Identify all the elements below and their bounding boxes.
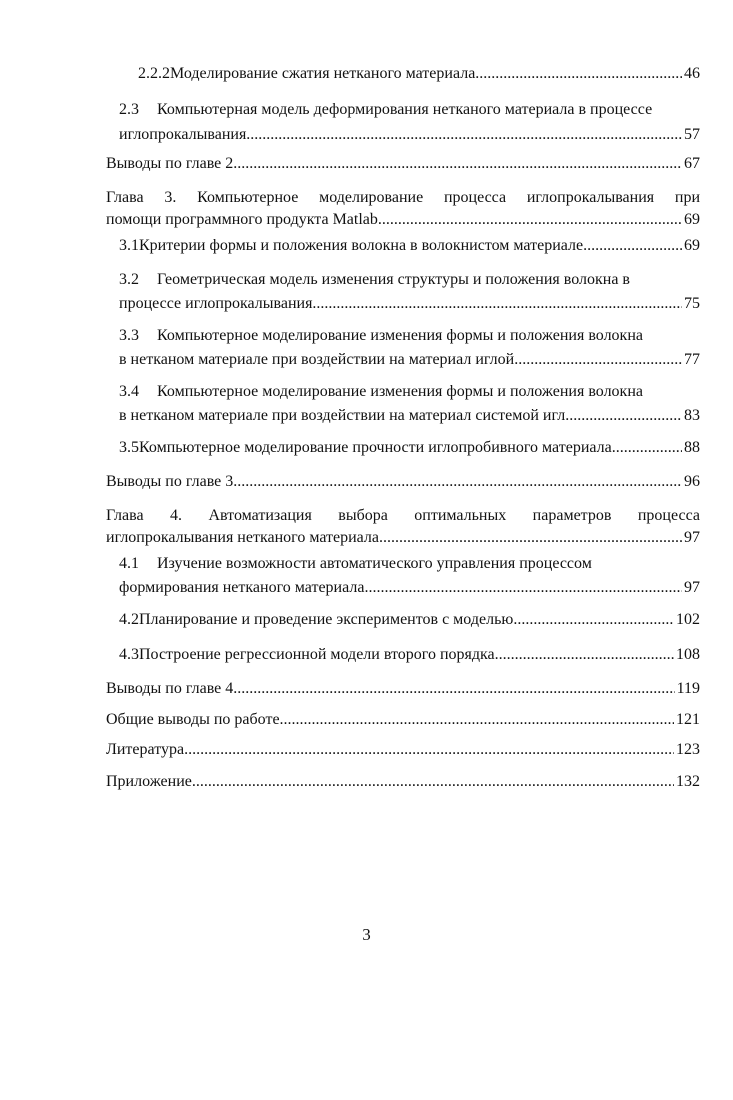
- page-number: 3: [362, 925, 371, 944]
- toc-entry-title: Общие выводы по работе: [106, 711, 280, 728]
- toc-entry-4-1: [119, 554, 700, 598]
- toc-leader-dots: [495, 645, 674, 665]
- toc-entry-conclusions-ch3: [106, 472, 700, 492]
- toc-page-number: 96: [684, 473, 700, 490]
- toc-entry-4-2: [119, 610, 700, 630]
- toc-entry-title: Выводы по главе 2: [106, 155, 234, 172]
- toc-entry-3-4: [119, 382, 700, 426]
- toc-leader-dots: [192, 772, 674, 792]
- toc-entry-number: 3.4: [119, 383, 139, 400]
- toc-entry-title: Литература: [106, 741, 185, 758]
- toc-page-number: 69: [684, 237, 700, 254]
- toc-leader-dots: [514, 350, 682, 370]
- toc-leader-dots: [364, 578, 682, 598]
- toc-entry-title-continued: иглопрокалывания.: [119, 126, 251, 143]
- toc-page-number: 108: [676, 646, 700, 663]
- toc-entry-number: 4.1: [119, 555, 139, 572]
- toc-entry-title: Компьютерное моделирование изменения формы и положения волокна: [157, 383, 643, 400]
- toc-leader-dots: [233, 472, 682, 492]
- toc-leader-dots: [583, 236, 682, 256]
- toc-page-number: 121: [676, 711, 700, 728]
- toc-entry-general-conclusions: [106, 710, 700, 730]
- toc-entry-title-continued: в нетканом материале при воздействии на материал системой игл: [119, 407, 566, 424]
- toc-entry-3-2: [119, 270, 700, 314]
- toc-page-number: 97: [684, 529, 700, 546]
- toc-entry-references: [106, 740, 700, 760]
- toc-page-number: 83: [684, 407, 700, 424]
- toc-entry-title: Выводы по главе 3: [106, 473, 234, 490]
- toc-page-number: 102: [676, 611, 700, 628]
- toc-page-number: 132: [676, 773, 700, 790]
- toc-entry-conclusions-ch4: [106, 679, 700, 699]
- toc-entry-title: Выводы по главе 4: [106, 680, 234, 697]
- toc-entry-title: Построение регрессионной модели второго порядка: [139, 646, 495, 663]
- toc-leader-dots: [184, 740, 674, 760]
- toc-entry-number: 3.2: [119, 271, 139, 288]
- toc-page-number: 77: [684, 351, 700, 368]
- toc-leader-dots: [513, 610, 674, 630]
- toc-leader-dots: [312, 294, 682, 314]
- toc-leader-dots: [616, 438, 682, 458]
- toc-entry-title: Критерии формы и положения волокна в волокнистом материале: [139, 237, 584, 254]
- toc-entry-2-3: [119, 100, 700, 145]
- toc-entry-number: 3.5: [119, 439, 139, 456]
- toc-leader-dots: [280, 710, 674, 730]
- toc-entry-title: Приложение: [106, 773, 192, 790]
- toc-entry-title: Изучение возможности автоматического управления процессом: [157, 555, 592, 572]
- toc-entry-appendix: [106, 772, 700, 792]
- toc-page-number: 57: [684, 126, 700, 143]
- toc-leader-dots: [475, 64, 682, 84]
- toc-entry-title: Геометрическая модель изменения структуры и положения волокна в: [157, 271, 630, 288]
- toc-entry-title-continued: процессе иглопрокалывания: [119, 295, 313, 312]
- toc-entry-title-continued: формирования нетканого материала: [119, 579, 365, 596]
- toc-page-number: 67: [684, 155, 700, 172]
- toc-entry-conclusions-ch2: [106, 154, 700, 174]
- toc-entry-title-continued: помощи программного продукта Matlab: [106, 211, 378, 228]
- toc-entry-3-1: [119, 236, 700, 256]
- toc-leader-dots: [250, 125, 682, 145]
- toc-entry-number: 3.3: [119, 327, 139, 344]
- toc-page-number: 123: [676, 741, 700, 758]
- toc-entry-title-continued: в нетканом материале при воздействии на материал иглой: [119, 351, 515, 368]
- toc-entry-title: Глава 4. Автоматизация выбора оптимальных параметров процесса: [106, 507, 700, 524]
- toc-entry-title: Моделирование сжатия нетканого материала: [170, 65, 476, 82]
- toc-entry-title: Компьютерная модель деформирования нетканого материала в процессе: [157, 101, 653, 118]
- toc-entry-number: 2.2.2: [138, 65, 170, 82]
- toc-entry-number: 3.1: [119, 237, 139, 254]
- toc-entry-4-3: [119, 645, 700, 665]
- toc-entry-title: Планирование и проведение экспериментов с моделью: [139, 611, 514, 628]
- toc-leader-dots: [233, 154, 682, 174]
- toc-page-number: 97: [684, 579, 700, 596]
- toc-entry-number: 4.2: [119, 611, 139, 628]
- toc-page-number: 119: [676, 680, 700, 697]
- toc-leader-dots: [378, 210, 682, 230]
- toc-page-number: 88: [684, 439, 700, 456]
- toc-entry-title-continued: иглопрокалывания нетканого материала: [106, 529, 379, 546]
- toc-leader-dots: [565, 406, 682, 426]
- toc-entry-2-2-2: [138, 64, 700, 84]
- toc-entry-number: 2.3: [119, 101, 139, 118]
- toc-entry-title: Компьютерное моделирование прочности иглопробивного материала.: [139, 439, 616, 456]
- toc-entry-chapter-4: [106, 506, 700, 548]
- toc-entry-title: Глава 3. Компьютерное моделирование процесса иглопрокалывания при: [106, 189, 700, 206]
- toc-page-number: 75: [684, 295, 700, 312]
- toc-entry-number: 4.3: [119, 646, 139, 663]
- toc-entry-3-5: [119, 438, 700, 458]
- toc-page-number: 46: [684, 65, 700, 82]
- toc-entry-chapter-3: [106, 188, 700, 230]
- toc-entry-3-3: [119, 326, 700, 370]
- toc-page-number: 69: [684, 211, 700, 228]
- toc-leader-dots: [379, 528, 682, 548]
- toc-entry-title: Компьютерное моделирование изменения формы и положения волокна: [157, 327, 643, 344]
- toc-leader-dots: [233, 679, 674, 699]
